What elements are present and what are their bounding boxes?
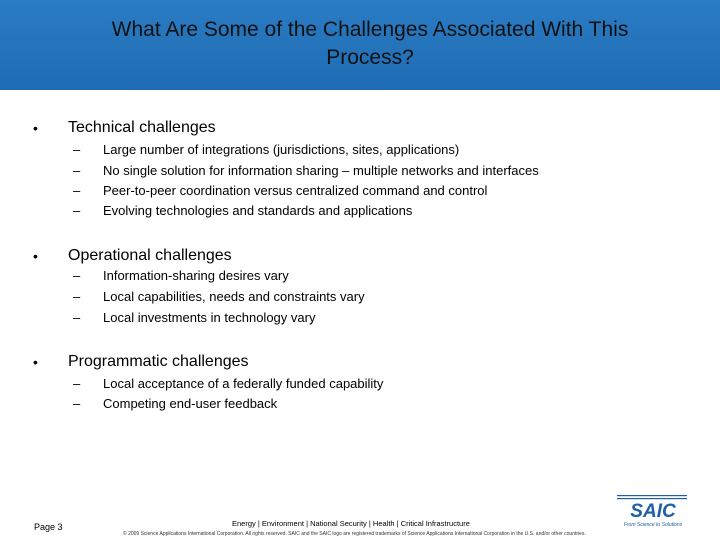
dash-icon: –: [73, 289, 81, 304]
list-item-text: Large number of integrations (jurisdictions, sites, applications): [103, 142, 460, 157]
list-item-text: Evolving technologies and standards and applications: [103, 203, 413, 218]
dash-icon: –: [73, 396, 81, 411]
footer-tagline: Energy | Environment | National Security | Health | Critical Infrastructure: [232, 519, 470, 528]
bullet-icon: •: [33, 354, 38, 370]
slide-title: [60, 16, 680, 72]
dash-icon: –: [73, 142, 81, 157]
logo-slogan: From Science to Solutions: [623, 522, 683, 528]
list-item-text: Competing end-user feedback: [103, 396, 278, 411]
dash-icon: –: [73, 268, 81, 283]
dash-icon: –: [73, 183, 81, 198]
list-item-text: Local investments in technology vary: [103, 310, 316, 325]
dash-icon: –: [73, 163, 81, 178]
list-item-text: No single solution for information sharing – multiple networks and interfaces: [103, 163, 539, 178]
bullet-heading: Technical challenges: [68, 119, 216, 136]
list-item-text: Local capabilities, needs and constraints vary: [103, 289, 365, 304]
logo-wordmark: SAIC: [630, 501, 676, 522]
slide-title-line2: Process?: [326, 46, 414, 69]
list-item-text: Local acceptance of a federally funded capability: [103, 376, 384, 391]
list-item-text: Information-sharing desires vary: [103, 268, 289, 283]
bullet-icon: •: [33, 248, 38, 264]
bullet-heading: Programmatic challenges: [68, 353, 249, 370]
slide-title-line1: What Are Some of the Challenges Associated With This: [111, 18, 629, 41]
dash-icon: –: [73, 310, 81, 325]
footer-copyright: © 2009 Science Applications International Corporation. All rights reserved. SAIC and the SAIC logo are registered trademarks of Science Applications International Corporation in the U.S. and/or other countries.: [123, 531, 586, 537]
list-item-text: Peer-to-peer coordination versus centralized command and control: [103, 183, 488, 198]
bullet-heading: Operational challenges: [68, 247, 232, 264]
dash-icon: –: [73, 376, 81, 391]
saic-logo: [613, 493, 689, 529]
dash-icon: –: [73, 203, 81, 218]
page-number: Page 3: [34, 522, 63, 532]
bullet-icon: •: [33, 120, 38, 136]
